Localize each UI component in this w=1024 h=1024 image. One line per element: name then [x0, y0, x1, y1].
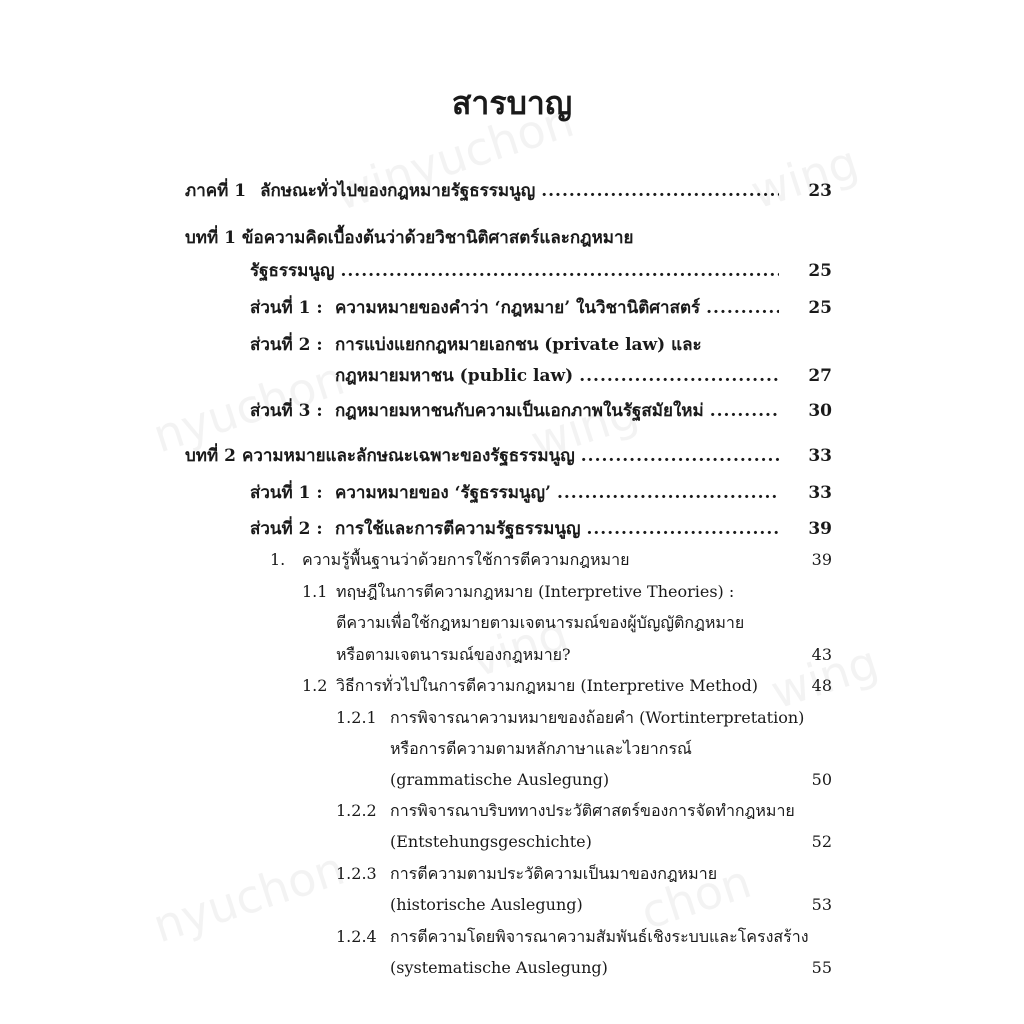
section-label: ส่วนที่ 2 :	[250, 519, 323, 539]
leader-dots	[340, 256, 779, 286]
topic-text-cont: ตีความเพื่อใช้กฎหมายตามเจตนารมณ์ของผู้บัญญัติกฎหมาย	[336, 613, 745, 632]
topic-text[interactable]: ความรู้พื้นฐานว่าด้วยการใช้การตีความกฎหมาย	[302, 550, 630, 569]
topic-text[interactable]: วิธีการทั่วไปในการตีความกฎหมาย (Interpretive Method)	[336, 676, 758, 695]
page-number: 30	[808, 401, 832, 421]
toc-section[interactable]	[250, 293, 785, 323]
topic-number: 1.	[270, 550, 286, 569]
section-label: ส่วนที่ 1 :	[250, 298, 323, 318]
section-text: กฎหมายมหาชนกับความเป็นเอกภาพในรัฐสมัยใหม่	[335, 401, 704, 421]
page-title: สารบาญ	[451, 84, 573, 122]
topic-text-cont: หรือการตีความตามหลักภาษาและไวยากรณ์	[390, 739, 692, 758]
topic-text-cont: หรือตามเจตนารมณ์ของกฎหมาย?	[336, 645, 571, 664]
section-text: การแบ่งแยกกฎหมายเอกชน (private law) และ	[335, 335, 702, 355]
topic-text[interactable]: การตีความโดยพิจารณาความสัมพันธ์เชิงระบบและโครงสร้าง	[390, 927, 809, 946]
topic-text[interactable]: การตีความตามประวัติความเป็นมาของกฎหมาย	[390, 864, 718, 883]
section-label: ส่วนที่ 3 :	[250, 401, 323, 421]
section-label: ส่วนที่ 1 :	[250, 483, 323, 503]
page-number: 25	[808, 298, 832, 318]
toc-chapter-1[interactable]	[185, 223, 634, 253]
section-text: ความหมายของคำว่า ‘กฎหมาย’ ในวิชานิติศาสตร์	[335, 298, 701, 318]
topic-text[interactable]: การพิจารณาความหมายของถ้อยคำ (Wortinterpretation)	[390, 708, 805, 727]
toc-chapter-1-cont	[250, 256, 785, 286]
topic-text-cont: (Entstehungsgeschichte)	[390, 832, 592, 851]
chapter-text-cont: รัฐธรรมนูญ	[250, 261, 335, 281]
leader-dots	[706, 293, 779, 323]
section-text-cont: กฎหมายมหาชน (public law)	[335, 366, 574, 386]
toc-section[interactable]	[250, 330, 785, 360]
watermark	[146, 841, 350, 953]
page-number: 33	[808, 446, 832, 466]
part-label: ภาคที่ 1	[185, 181, 247, 201]
page-number: 33	[808, 483, 832, 503]
toc-section-cont	[335, 361, 785, 391]
chapter-label: บทที่ 2	[185, 446, 236, 466]
page-number: 39	[811, 550, 832, 569]
leader-dots	[586, 514, 779, 544]
leader-dots	[541, 176, 779, 206]
page-number: 55	[811, 958, 832, 977]
page-number: 23	[808, 181, 832, 201]
toc-section[interactable]	[250, 514, 785, 544]
page-number: 25	[808, 261, 832, 281]
leader-dots	[579, 361, 779, 391]
leader-dots	[581, 441, 779, 471]
topic-number: 1.1	[302, 582, 328, 601]
section-text: ความหมายของ ‘รัฐธรรมนูญ’	[335, 483, 551, 503]
toc-part-1[interactable]	[185, 176, 785, 206]
chapter-text: ความหมายและลักษณะเฉพาะของรัฐธรรมนูญ	[241, 446, 575, 466]
topic-number: 1.2.2	[336, 801, 377, 820]
chapter-label: บทที่ 1	[185, 228, 236, 248]
leader-dots	[557, 478, 779, 508]
topic-number: 1.2.1	[336, 708, 377, 727]
chapter-text: ข้อความคิดเบื้องต้นว่าด้วยวิชานิติศาสตร์และกฎหมาย	[241, 228, 634, 248]
toc-section[interactable]	[250, 396, 785, 426]
leader-dots	[710, 396, 779, 426]
page-number: 43	[811, 645, 832, 664]
topic-number: 1.2.4	[336, 927, 377, 946]
section-text: การใช้และการตีความรัฐธรรมนูญ	[335, 519, 581, 539]
page-number: 27	[808, 366, 832, 386]
topic-number: 1.2.3	[336, 864, 377, 883]
page-number: 50	[811, 770, 832, 789]
toc-section[interactable]	[250, 478, 785, 508]
topic-number: 1.2	[302, 676, 328, 695]
part-text: ลักษณะทั่วไปของกฎหมายรัฐธรรมนูญ	[260, 181, 536, 201]
page-number: 53	[811, 895, 832, 914]
topic-text-cont: (grammatische Auslegung)	[390, 770, 610, 789]
topic-text[interactable]: การพิจารณาบริบททางประวัติศาสตร์ของการจัดทำกฎหมาย	[390, 801, 795, 820]
topic-text[interactable]: ทฤษฎีในการตีความกฎหมาย (Interpretive Theories) :	[336, 582, 735, 601]
topic-text-cont: (systematische Auslegung)	[390, 958, 608, 977]
page-number: 48	[811, 676, 832, 695]
page-number: 39	[808, 519, 832, 539]
topic-text-cont: (historische Auslegung)	[390, 895, 583, 914]
page-number: 52	[811, 832, 832, 851]
section-label: ส่วนที่ 2 :	[250, 335, 323, 355]
toc-chapter-2[interactable]	[185, 441, 785, 471]
